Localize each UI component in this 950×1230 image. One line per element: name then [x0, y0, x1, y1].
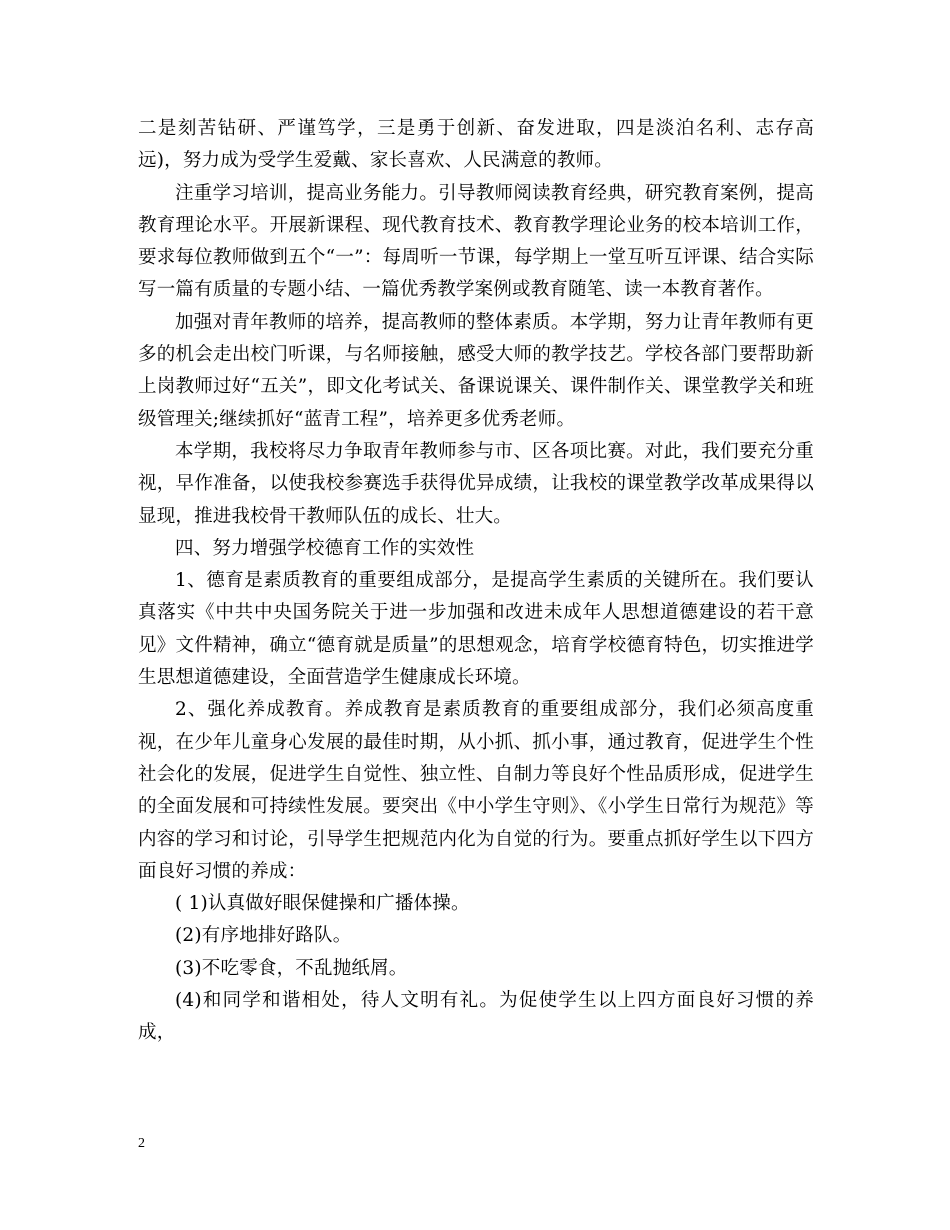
page-content: [138, 113, 814, 1050]
paragraph-7: 2、强化养成教育。养成教育是素质教育的重要组成部分，我们必须高度重视，在少年儿童身心发展的最佳时期，从小抓、抓小事，通过教育，促进学生个性社会化的发展，促进学生自觉性、独立性、自制力等良好个性品质形成，促进学生的全面发展和可持续性发展。要突出《中小学生守则》、《小学生日常行为规范》等内容的学习和讨论，引导学生把规范内化为自觉的行为。要重点抓好学生以下四方面良好习惯的养成：: [138, 699, 814, 882]
paragraph-4: 本学期，我校将尽力争取青年教师参与市、区各项比赛。对此，我们要充分重视，早作准备，以使我校参赛选手获得优异成绩，让我校的课堂教学改革成果得以显现，推进我校骨干教师队伍的成长、壮大。: [138, 440, 814, 527]
paragraph-6: 1、德育是素质教育的重要组成部分，是提高学生素质的关键所在。我们要认真落实《中共中央国务院关于进一步加强和改进未成年人思想道德建设的若干意见》文件精神，确立“德育就是质量”的思想观念，培育学校德育特色，切实推进学生思想道德建设，全面营造学生健康成长环境。: [138, 570, 814, 689]
page-number: 2: [138, 1136, 145, 1151]
list-item-3: (3)不吃零食，不乱抛纸屑。: [175, 957, 408, 979]
paragraph-1: 二是刻苦钻研、严谨笃学，三是勇于创新、奋发进取，四是淡泊名利、志存高远)，努力成为受学生爱戴、家长喜欢、人民满意的教师。: [138, 118, 814, 172]
paragraph-3: 加强对青年教师的培养，提高教师的整体素质。本学期，努力让青年教师有更多的机会走出校门听课，与名师接触，感受大师的教学技艺。学校各部门要帮助新上岗教师过好“五关”，即文化考试关、备课说课关、课件制作关、课堂教学关和班级管理关;继续抓好“蓝青工程”，培养更多优秀老师。: [138, 311, 814, 430]
list-item-4: (4)和同学和谐相处，待人文明有礼。为促使学生以上四方面良好习惯的养成，: [138, 990, 814, 1044]
list-item-1: ( 1)认真做好眼保健操和广播体操。: [175, 893, 470, 915]
paragraph-2: 注重学习培训，提高业务能力。引导教师阅读教育经典，研究教育案例，提高教育理论水平。开展新课程、现代教育技术、教育教学理论业务的校本培训工作，要求每位教师做到五个“一”：每周听一节课，每学期上一堂互听互评课、结合实际写一篇有质量的专题小结、一篇优秀教学案例或教育随笔、读一本教育著作。: [138, 182, 814, 301]
section-heading: 四、努力增强学校德育工作的实效性: [175, 537, 475, 559]
list-item-2: (2)有序地排好路队。: [175, 925, 352, 947]
